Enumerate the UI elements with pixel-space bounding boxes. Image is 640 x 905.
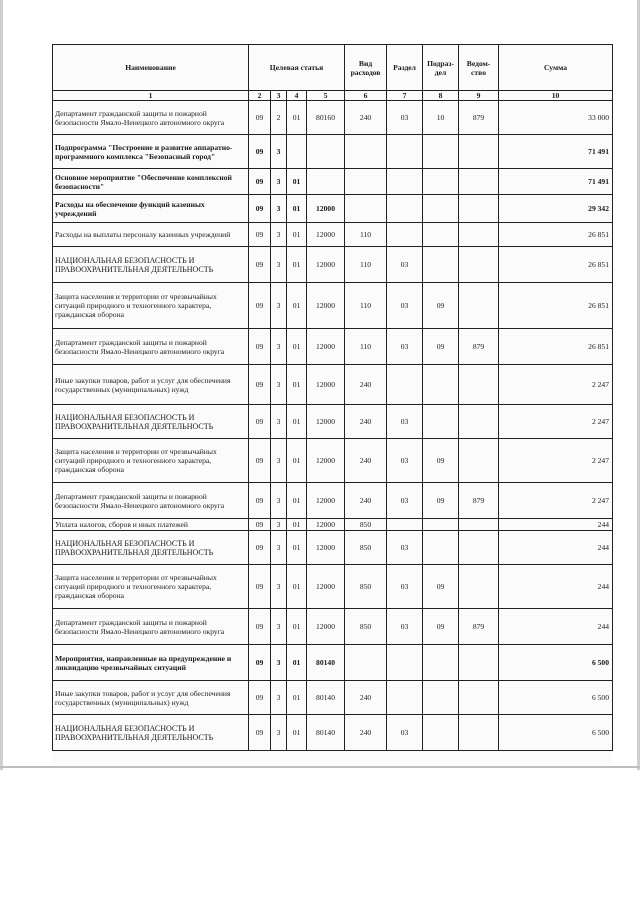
row-target-event: 01 [287,247,307,283]
row-subsection [423,519,459,531]
row-subsection: 09 [423,283,459,329]
row-target-program: 09 [249,135,271,169]
row-section [387,681,423,715]
row-target-direction: 12000 [307,247,345,283]
table-row [53,681,613,715]
row-target-subprogram: 3 [271,681,287,715]
row-department [459,405,499,439]
row-target-subprogram: 3 [271,531,287,565]
row-expense-type: 110 [345,329,387,365]
row-subsection: 09 [423,483,459,519]
row-target-event: 01 [287,365,307,405]
row-department [459,439,499,483]
row-target-program: 09 [249,531,271,565]
table-row [53,223,613,247]
row-section [387,365,423,405]
row-target-event: 01 [287,195,307,223]
row-name: Мероприятия, направленные на предупреждение и ликвидацию чрезвычайных ситуаций [53,645,249,681]
row-target-program: 09 [249,195,271,223]
budget-table [52,44,613,751]
row-target-event: 01 [287,565,307,609]
row-target-program: 09 [249,715,271,751]
row-name: Департамент гражданской защиты и пожарной безопасности Ямало-Ненецкого автономного округа [53,329,249,365]
table-row [53,283,613,329]
row-section: 03 [387,329,423,365]
row-target-direction: 12000 [307,531,345,565]
row-sum: 33 000 [499,101,613,135]
document-page [52,44,612,764]
row-target-subprogram: 3 [271,519,287,531]
table-row [53,405,613,439]
row-target-direction: 12000 [307,195,345,223]
colnum: 5 [307,91,345,101]
row-target-subprogram: 3 [271,247,287,283]
row-target-direction: 12000 [307,405,345,439]
row-department [459,135,499,169]
row-subsection: 09 [423,439,459,483]
row-target-subprogram: 3 [271,329,287,365]
table-row [53,645,613,681]
row-name: Департамент гражданской защиты и пожарной безопасности Ямало-Ненецкого автономного округа [53,483,249,519]
row-target-subprogram: 3 [271,565,287,609]
row-target-program: 09 [249,519,271,531]
row-department [459,169,499,195]
row-department [459,715,499,751]
row-subsection [423,531,459,565]
row-name: Защита населения и территории от чрезвычайных ситуаций природного и техногенного характера, гражданская оборона [53,439,249,483]
row-section: 03 [387,609,423,645]
row-department [459,223,499,247]
row-target-event: 01 [287,645,307,681]
row-target-event: 01 [287,681,307,715]
scan-edge-left [0,0,3,770]
row-target-program: 09 [249,101,271,135]
row-department [459,365,499,405]
row-name: Основное мероприятие "Обеспечение комплексной безопасности" [53,169,249,195]
row-subsection [423,365,459,405]
row-sum: 6 500 [499,681,613,715]
row-target-program: 09 [249,681,271,715]
row-department [459,519,499,531]
row-target-direction: 12000 [307,365,345,405]
row-sum: 26 851 [499,223,613,247]
row-target-subprogram: 3 [271,439,287,483]
row-expense-type [345,195,387,223]
row-target-direction: 12000 [307,223,345,247]
row-target-subprogram: 3 [271,283,287,329]
row-target-event: 01 [287,169,307,195]
row-expense-type: 240 [345,715,387,751]
table-row [53,101,613,135]
row-target-subprogram: 3 [271,405,287,439]
row-sum: 6 500 [499,645,613,681]
row-expense-type [345,645,387,681]
row-target-direction: 80160 [307,101,345,135]
row-target-direction: 80140 [307,715,345,751]
row-section [387,223,423,247]
row-target-subprogram: 3 [271,135,287,169]
row-sum: 71 491 [499,135,613,169]
header-expense-type: Вид расходов [345,45,387,91]
row-subsection: 09 [423,609,459,645]
row-expense-type: 240 [345,681,387,715]
row-name: Защита населения и территории от чрезвычайных ситуаций природного и техногенного характера, гражданская оборона [53,283,249,329]
row-sum: 244 [499,531,613,565]
row-target-event: 01 [287,439,307,483]
row-section: 03 [387,247,423,283]
row-subsection [423,645,459,681]
row-target-program: 09 [249,247,271,283]
row-department [459,681,499,715]
row-name: НАЦИОНАЛЬНАЯ БЕЗОПАСНОСТЬ И ПРАВООХРАНИТЕЛЬНАЯ ДЕЯТЕЛЬНОСТЬ [53,247,249,283]
row-section: 03 [387,715,423,751]
table-row [53,531,613,565]
row-target-direction: 12000 [307,483,345,519]
colnum: 6 [345,91,387,101]
row-target-direction: 80140 [307,681,345,715]
row-target-event: 01 [287,101,307,135]
row-section: 03 [387,439,423,483]
row-section [387,135,423,169]
row-target-subprogram: 3 [271,483,287,519]
row-expense-type: 110 [345,283,387,329]
row-name: Расходы на выплаты персоналу казенных учреждений [53,223,249,247]
row-target-event [287,135,307,169]
colnum: 10 [499,91,613,101]
table-row [53,609,613,645]
table-row [53,195,613,223]
row-target-program: 09 [249,439,271,483]
row-department [459,645,499,681]
row-section [387,195,423,223]
row-department: 879 [459,483,499,519]
row-target-program: 09 [249,365,271,405]
header-subsection: Подраз-дел [423,45,459,91]
table-row [53,247,613,283]
row-expense-type: 850 [345,565,387,609]
row-section: 03 [387,483,423,519]
row-section: 03 [387,101,423,135]
row-section [387,169,423,195]
row-target-program: 09 [249,483,271,519]
row-target-subprogram: 3 [271,365,287,405]
row-sum: 2 247 [499,365,613,405]
row-expense-type: 240 [345,101,387,135]
row-name: Иные закупки товаров, работ и услуг для обеспечения государственных (муниципальных) нужд [53,365,249,405]
row-expense-type [345,169,387,195]
row-name: Иные закупки товаров, работ и услуг для обеспечения государственных (муниципальных) нужд [53,681,249,715]
row-department: 879 [459,329,499,365]
row-target-direction: 12000 [307,565,345,609]
row-target-event: 01 [287,531,307,565]
row-target-direction: 12000 [307,519,345,531]
row-target-direction [307,169,345,195]
row-department [459,565,499,609]
row-target-event: 01 [287,609,307,645]
row-target-event: 01 [287,283,307,329]
colnum: 9 [459,91,499,101]
row-target-event: 01 [287,519,307,531]
row-target-subprogram: 3 [271,609,287,645]
row-target-direction: 12000 [307,609,345,645]
row-subsection: 09 [423,565,459,609]
row-expense-type: 850 [345,531,387,565]
row-subsection: 10 [423,101,459,135]
row-target-direction [307,135,345,169]
row-sum: 26 851 [499,247,613,283]
row-name: Защита населения и территории от чрезвычайных ситуаций природного и техногенного характера, гражданская оборона [53,565,249,609]
table-row [53,519,613,531]
row-subsection [423,135,459,169]
row-expense-type: 850 [345,609,387,645]
row-subsection: 09 [423,329,459,365]
row-target-subprogram: 3 [271,169,287,195]
row-sum: 2 247 [499,405,613,439]
row-department [459,531,499,565]
row-expense-type: 240 [345,405,387,439]
row-sum: 244 [499,519,613,531]
row-target-event: 01 [287,223,307,247]
table-row [53,715,613,751]
row-target-program: 09 [249,169,271,195]
row-expense-type: 240 [345,439,387,483]
row-department [459,283,499,329]
row-section [387,645,423,681]
row-target-program: 09 [249,223,271,247]
row-section: 03 [387,531,423,565]
row-expense-type: 850 [345,519,387,531]
row-target-direction: 12000 [307,329,345,365]
row-expense-type: 110 [345,247,387,283]
row-name: Уплата налогов, сборов и иных платежей [53,519,249,531]
row-subsection [423,169,459,195]
row-target-program: 09 [249,565,271,609]
row-target-program: 09 [249,329,271,365]
row-section [387,519,423,531]
row-subsection [423,405,459,439]
row-section: 03 [387,405,423,439]
row-name: Расходы на обеспечение функций казенных учреждений [53,195,249,223]
row-subsection [423,715,459,751]
row-target-program: 09 [249,645,271,681]
row-department: 879 [459,609,499,645]
row-section: 03 [387,565,423,609]
table-row [53,483,613,519]
row-name: НАЦИОНАЛЬНАЯ БЕЗОПАСНОСТЬ И ПРАВООХРАНИТЕЛЬНАЯ ДЕЯТЕЛЬНОСТЬ [53,715,249,751]
row-name: НАЦИОНАЛЬНАЯ БЕЗОПАСНОСТЬ И ПРАВООХРАНИТЕЛЬНАЯ ДЕЯТЕЛЬНОСТЬ [53,405,249,439]
row-expense-type: 240 [345,365,387,405]
header-section: Раздел [387,45,423,91]
colnum: 2 [249,91,271,101]
row-expense-type: 110 [345,223,387,247]
row-target-subprogram: 3 [271,645,287,681]
row-sum: 26 851 [499,329,613,365]
colnum: 4 [287,91,307,101]
row-target-program: 09 [249,405,271,439]
row-target-event: 01 [287,483,307,519]
table-row [53,439,613,483]
row-sum: 2 247 [499,439,613,483]
row-target-program: 09 [249,283,271,329]
row-target-direction: 80140 [307,645,345,681]
row-target-subprogram: 2 [271,101,287,135]
row-sum: 244 [499,565,613,609]
table-row [53,565,613,609]
colnum: 7 [387,91,423,101]
row-target-subprogram: 3 [271,223,287,247]
header-department: Ведом-ство [459,45,499,91]
scan-edge-bottom [0,766,640,768]
table-row [53,365,613,405]
header-row [53,45,613,91]
row-name: Департамент гражданской защиты и пожарной безопасности Ямало-Ненецкого автономного округа [53,101,249,135]
row-department [459,195,499,223]
row-target-direction: 12000 [307,439,345,483]
row-subsection [423,195,459,223]
row-target-event: 01 [287,329,307,365]
header-target-article: Целевая статья [249,45,345,91]
row-name: Подпрограмма "Построение и развитие аппаратно-программного комплекса "Безопасный город" [53,135,249,169]
row-sum: 6 500 [499,715,613,751]
colnum: 8 [423,91,459,101]
row-target-program: 09 [249,609,271,645]
row-section: 03 [387,283,423,329]
column-number-row [53,91,613,101]
row-sum: 71 491 [499,169,613,195]
row-department [459,247,499,283]
row-expense-type [345,135,387,169]
row-expense-type: 240 [345,483,387,519]
row-subsection [423,247,459,283]
row-sum: 2 247 [499,483,613,519]
table-row [53,169,613,195]
row-name: НАЦИОНАЛЬНАЯ БЕЗОПАСНОСТЬ И ПРАВООХРАНИТЕЛЬНАЯ ДЕЯТЕЛЬНОСТЬ [53,531,249,565]
row-name: Департамент гражданской защиты и пожарной безопасности Ямало-Ненецкого автономного округа [53,609,249,645]
row-target-subprogram: 3 [271,715,287,751]
colnum: 3 [271,91,287,101]
row-target-event: 01 [287,715,307,751]
table-row [53,329,613,365]
row-target-direction: 12000 [307,283,345,329]
header-name: Наименование [53,45,249,91]
row-department: 879 [459,101,499,135]
colnum: 1 [53,91,249,101]
row-target-subprogram: 3 [271,195,287,223]
row-subsection [423,681,459,715]
row-sum: 29 342 [499,195,613,223]
row-target-event: 01 [287,405,307,439]
table-row [53,135,613,169]
row-subsection [423,223,459,247]
header-sum: Сумма [499,45,613,91]
row-sum: 244 [499,609,613,645]
row-sum: 26 851 [499,283,613,329]
